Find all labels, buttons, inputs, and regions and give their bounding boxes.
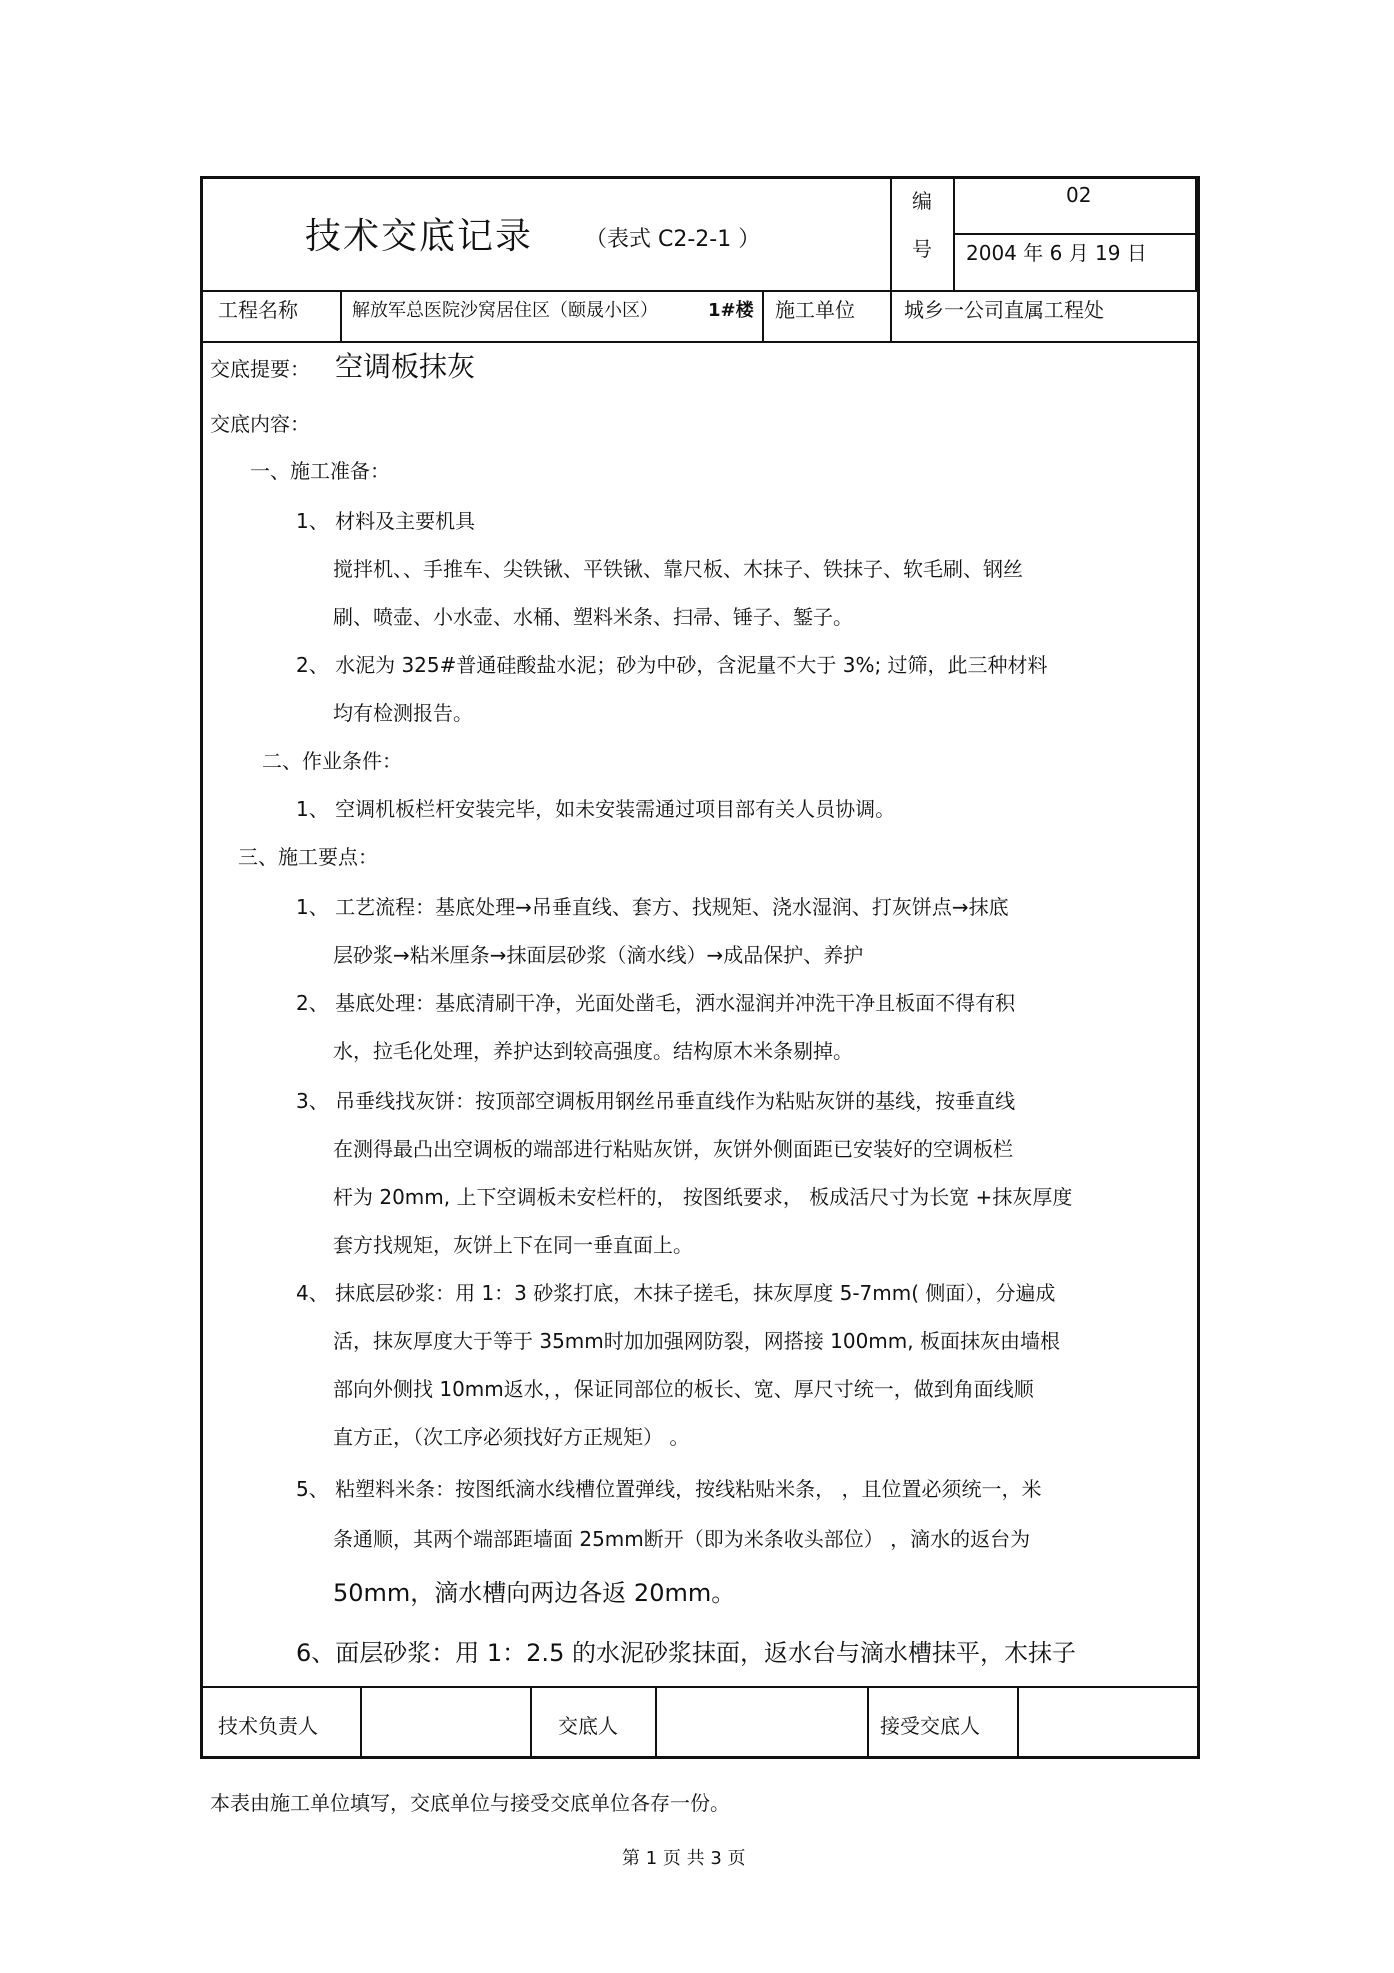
footer-note: 本表由施工单位填写，交底单位与接受交底单位各存一份。 [210, 1791, 730, 1815]
content-line: 搅拌机、、手推车、尖铁锹、平铁锹、靠尺板、木抹子、铁抹子、软毛刷、钢丝 [333, 557, 1023, 581]
number-label-top: 编 [912, 189, 932, 213]
signature-top-line [200, 1686, 1200, 1688]
content-line: 在测得最凸出空调板的端部进行粘贴灰饼，灰饼外侧面距已安装好的空调板栏 [333, 1137, 1013, 1161]
content-line: 2、 水泥为 325#普通硅酸盐水泥；砂为中砂，含泥量不大于 3%; 过筛，此三种材料 [296, 653, 1048, 677]
content-line: 2、 基底处理：基底清刷干净，光面处凿毛，洒水湿润并冲洗干净且板面不得有积 [296, 991, 1016, 1015]
summary-label: 交底提要： [210, 357, 310, 381]
signature-divider-4 [867, 1686, 869, 1759]
number-label-bottom: 号 [912, 237, 932, 261]
construction-unit-label: 施工单位 [775, 298, 855, 322]
number-date-divider [955, 233, 1200, 235]
project-name-value: 解放军总医院沙窝居住区（颐晟小区） [352, 300, 658, 321]
record-number: 02 [1066, 183, 1092, 207]
content-line: 活，抹灰厚度大于等于 35mm时加加强网防裂，网搭接 100mm, 板面抹灰由墙根 [333, 1329, 1060, 1353]
content-line: 部向外侧找 10mm返水，，保证同部位的板长、宽、厚尺寸统一，做到角面线顺 [333, 1377, 1034, 1401]
signature-divider-2 [530, 1686, 532, 1759]
content-line: 杆为 20mm, 上下空调板未安栏杆的， 按图纸要求， 板成活尺寸为长宽 +抹灰厚度 [333, 1185, 1073, 1209]
content-line: 1、 材料及主要机具 [296, 509, 476, 533]
content-line: 6、面层砂浆：用 1：2.5 的水泥砂浆抹面，返水台与滴水槽抹平，木抹子 [296, 1639, 1076, 1667]
header-divider-2 [953, 176, 955, 291]
project-divider-3 [890, 290, 892, 342]
header-divider-1 [890, 176, 892, 291]
project-divider-1 [340, 290, 342, 342]
content-line: 3、 吊垂线找灰饼：按顶部空调板用钢丝吊垂直线作为粘贴灰饼的基线，按垂直线 [296, 1089, 1016, 1113]
content-line: 层砂浆→粘米厘条→抹面层砂浆（滴水线）→成品保护、养护 [333, 943, 864, 967]
page-number: 第 1 页 共 3 页 [622, 1848, 746, 1869]
header-right-thick [1195, 176, 1200, 291]
content-line: 5、 粘塑料米条：按图纸滴水线槽位置弹线，按线粘贴米条， ，且位置必须统一，米 [296, 1477, 1042, 1501]
form-title: 技术交底记录 [305, 216, 534, 257]
content-line: 水，拉毛化处理，养护达到较高强度。结构原木米条剔掉。 [333, 1039, 853, 1063]
construction-unit-value: 城乡一公司直属工程处 [904, 298, 1104, 322]
content-line: 1、 工艺流程：基底处理→吊垂直线、套方、找规矩、浇水湿润、打灰饼点→抹底 [296, 895, 1009, 919]
content-line: 50mm，滴水槽向两边各返 20mm。 [333, 1579, 736, 1607]
project-building: 1#楼 [708, 300, 754, 321]
project-name-label: 工程名称 [218, 298, 298, 322]
project-divider-2 [762, 290, 764, 342]
content-line: 二、作业条件： [262, 749, 402, 773]
form-code: （表式 C2-2-1 ） [585, 227, 761, 252]
content-line: 均有检测报告。 [333, 701, 473, 725]
project-bottom-line [200, 341, 1200, 343]
content-line: 条通顺，其两个端部距墙面 25mm断开（即为米条收头部位） ，滴水的返台为 [333, 1527, 1031, 1551]
tech-lead-label: 技术负责人 [218, 1714, 318, 1738]
content-line: 一、施工准备： [250, 459, 390, 483]
discloser-label: 交底人 [558, 1714, 618, 1738]
header-bottom-line [200, 290, 1200, 292]
record-date: 2004 年 6 月 19 日 [966, 241, 1147, 265]
signature-divider-3 [655, 1686, 657, 1759]
summary-value: 空调板抹灰 [335, 350, 476, 383]
content-label: 交底内容： [210, 412, 310, 436]
receiver-label: 接受交底人 [880, 1714, 980, 1738]
content-line: 套方找规矩，灰饼上下在同一垂直面上。 [333, 1233, 693, 1257]
signature-divider-1 [360, 1686, 362, 1759]
content-line: 刷、喷壶、小水壶、水桶、塑料米条、扫帚、锤子、錾子。 [333, 605, 853, 629]
content-line: 三、施工要点： [238, 845, 378, 869]
signature-divider-5 [1017, 1686, 1019, 1759]
content-line: 直方正，（次工序必须找好方正规矩） 。 [333, 1425, 690, 1449]
content-line: 4、 抹底层砂浆：用 1：3 砂浆打底，木抹子搓毛，抹灰厚度 5-7mm( 侧面），分遍成 [296, 1281, 1056, 1305]
content-line: 1、 空调机板栏杆安装完毕，如未安装需通过项目部有关人员协调。 [296, 797, 896, 821]
